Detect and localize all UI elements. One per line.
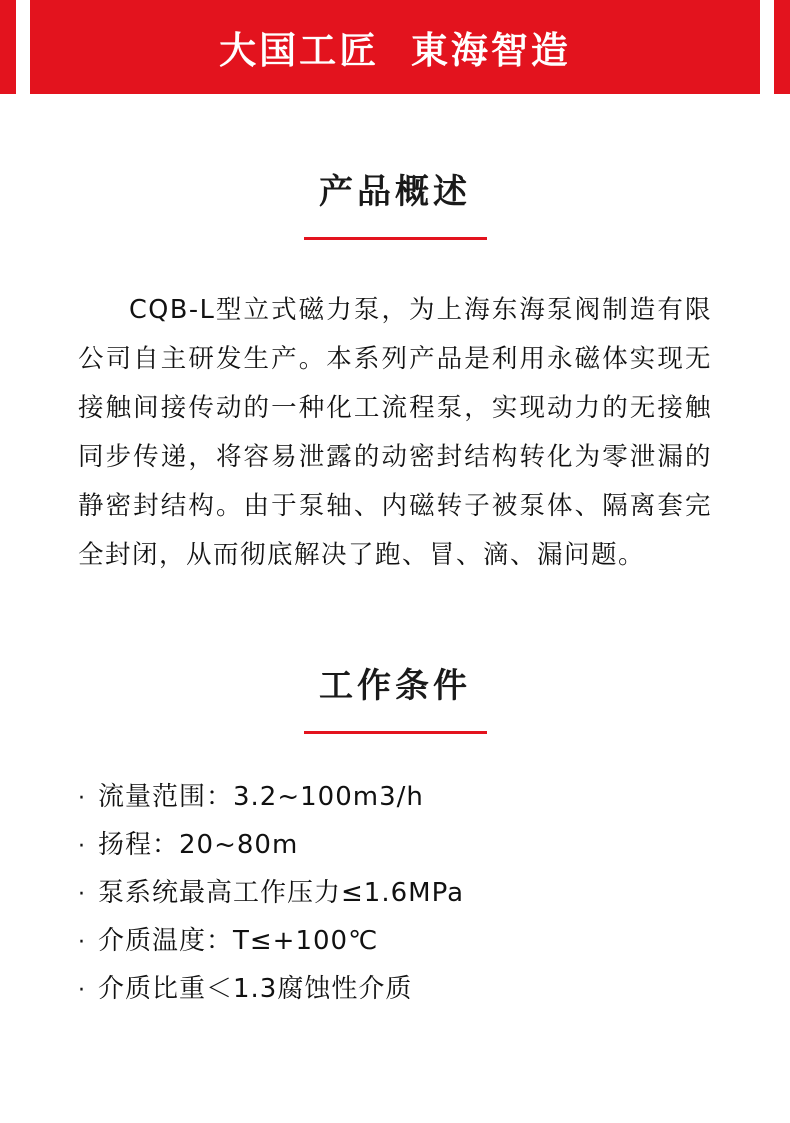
- section-overview-heading-wrap: [0, 164, 790, 227]
- section-overview-paragraph: CQB-L型立式磁力泵，为上海东海泵阀制造有限公司自主研发生产。本系列产品是利用永磁体实现无接触间接传动的一种化工流程泵，实现动力的无接触同步传递，将容易泄露的动密封结构转化为零泄漏的静密封结构。由于泵轴、内磁转子被泵体、隔离套完全封闭，从而彻底解决了跑、冒、滴、漏问题。: [78, 295, 712, 570]
- page-banner: [0, 0, 790, 94]
- bullet-icon: ·: [78, 786, 86, 811]
- bullet-icon: ·: [78, 978, 86, 1003]
- list-item-label: 介质比重＜1.3腐蚀性介质: [98, 974, 413, 1004]
- banner-title: 大国工匠 東海智造: [219, 29, 571, 72]
- bullet-icon: ·: [78, 930, 86, 955]
- section-overview-underline: [304, 237, 487, 240]
- bullet-icon: ·: [78, 882, 86, 907]
- bullet-icon: ·: [78, 834, 86, 859]
- section-conditions-underline: [304, 731, 487, 734]
- section-conditions-heading: 工作条件: [319, 666, 471, 706]
- list-item: [78, 966, 790, 1014]
- list-item-label: 泵系统最高工作压力≤1.6MPa: [98, 878, 465, 908]
- banner-stripe-right: [760, 0, 774, 94]
- list-item: [78, 918, 790, 966]
- banner-stripe-left: [16, 0, 30, 94]
- list-item: [78, 870, 790, 918]
- document-content: [0, 164, 790, 1014]
- section-conditions-heading-wrap: [0, 658, 790, 721]
- list-item: [78, 822, 790, 870]
- list-item-label: 介质温度：T≤+100℃: [98, 926, 379, 956]
- working-conditions-list: [0, 774, 790, 1014]
- section-overview-heading: 产品概述: [319, 172, 471, 212]
- list-item-label: 扬程：20~80m: [98, 830, 299, 860]
- list-item-label: 流量范围：3.2~100m3/h: [98, 782, 424, 812]
- list-item: [78, 774, 790, 822]
